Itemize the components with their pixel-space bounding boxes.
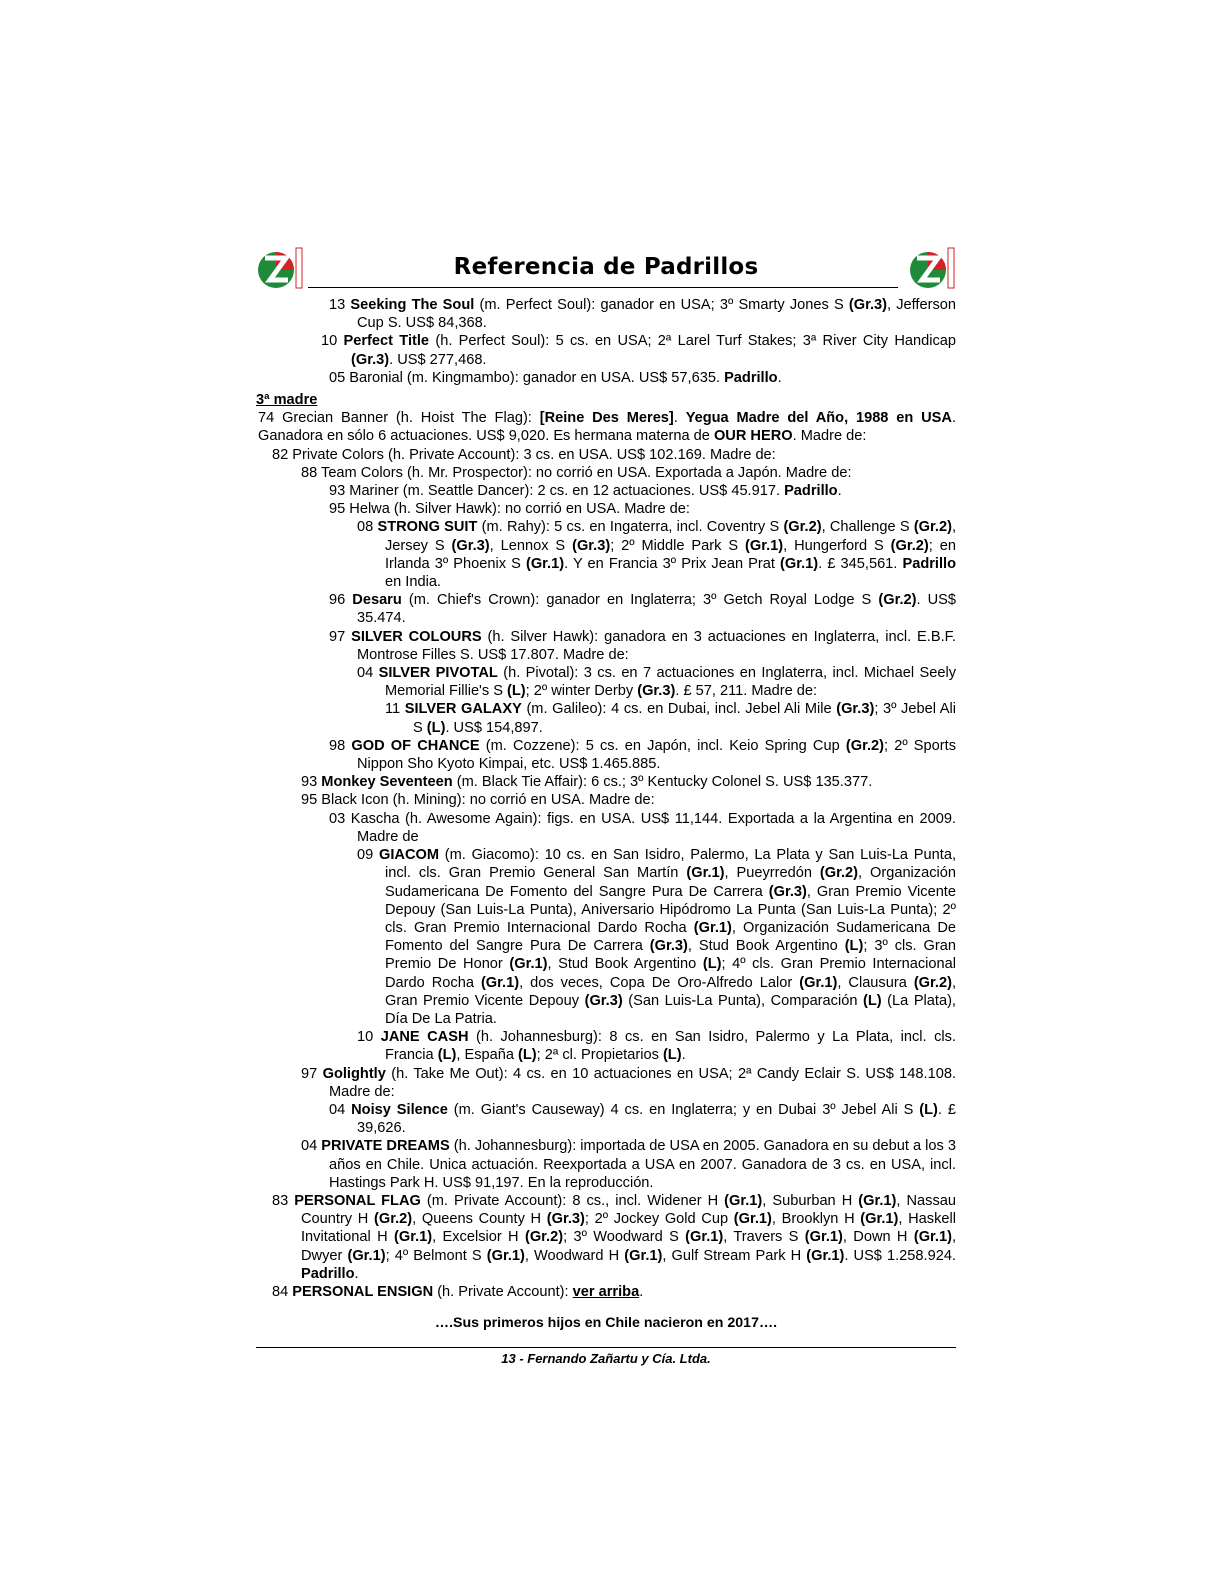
entry-text: . £ 345,561. bbox=[818, 555, 903, 572]
entry-text: ; 2º winter Derby bbox=[525, 683, 638, 700]
bold-text: (L) bbox=[844, 938, 864, 955]
zanartu-logo-icon bbox=[908, 244, 956, 292]
pedigree-entry bbox=[256, 791, 956, 809]
entry-text: . US$ 277,468. bbox=[389, 351, 487, 368]
entry-text: ; 3º Woodward S bbox=[563, 1229, 686, 1246]
entry-text: ; 3º Jebel Ali S bbox=[413, 701, 956, 736]
bold-text: (Gr.1) bbox=[806, 1247, 845, 1264]
pedigree-entry bbox=[256, 332, 956, 368]
entry-text: . Y en Francia 3º Prix Jean Prat bbox=[564, 555, 781, 572]
bold-text: (Gr.2) bbox=[524, 1229, 564, 1246]
entry-text: , Brooklyn H bbox=[771, 1211, 861, 1228]
bold-text: (Gr.1) bbox=[780, 555, 819, 572]
bold-text: (Gr.2) bbox=[890, 537, 929, 554]
bold-text: (L) bbox=[702, 956, 722, 973]
entry-text: (h. Silver Hawk): ganadora en 3 actuaciones en Inglaterra, incl. E.B.F. Montrose Filles S. US$ 17.807. Madre de: bbox=[357, 628, 956, 663]
bold-text: SILVER COLOURS bbox=[351, 628, 482, 645]
entry-text: , Down H bbox=[842, 1229, 914, 1246]
bold-text: (L) bbox=[507, 683, 526, 700]
bold-text: Padrillo bbox=[724, 369, 778, 386]
bold-text: (Gr.3) bbox=[768, 883, 807, 900]
entry-text: , Dwyer bbox=[301, 1229, 957, 1264]
pedigree-content bbox=[256, 296, 956, 1301]
entry-text: ; 2º Sports Nippon Sho Kyoto Kimpai, etc. US$ 1.465.885. bbox=[357, 737, 956, 773]
entry-text: . bbox=[639, 1283, 644, 1300]
page-title: Referencia de Padrillos bbox=[453, 254, 759, 280]
bold-text: GIACOM bbox=[379, 847, 439, 864]
bold-text: (Gr.3) bbox=[451, 537, 490, 554]
entry-text: , Jefferson Cup S. US$ 84,368. bbox=[357, 297, 956, 332]
bold-text: (Gr.3) bbox=[836, 701, 875, 718]
bold-text: PERSONAL FLAG bbox=[294, 1192, 421, 1209]
bold-text: (L) bbox=[437, 1047, 457, 1064]
bold-text: (L) bbox=[426, 719, 446, 736]
bold-text: (L) bbox=[662, 1047, 682, 1064]
bold-text: (Gr.1) bbox=[693, 919, 732, 936]
bold-text: (L) bbox=[919, 1101, 938, 1118]
pedigree-entry bbox=[256, 446, 956, 464]
bold-text: (Gr.1) bbox=[913, 1229, 952, 1246]
entry-text: 04 bbox=[329, 1101, 352, 1118]
entry-text: 93 Mariner (m. Seattle Dancer): 2 cs. en 12 actuaciones. US$ 45.917. bbox=[329, 483, 785, 500]
bold-text: (Gr.1) bbox=[860, 1211, 899, 1228]
entry-text: , España bbox=[456, 1047, 519, 1064]
bold-text: STRONG SUIT bbox=[377, 519, 478, 536]
pedigree-entry bbox=[256, 296, 956, 332]
entry-text: ; 2º Jockey Gold Cup bbox=[584, 1211, 734, 1228]
entry-text: . bbox=[681, 1047, 686, 1064]
bold-text: (Gr.2) bbox=[878, 592, 917, 609]
entry-text: en India. bbox=[385, 574, 441, 591]
entry-text: 82 Private Colors (h. Private Account): 3 cs. en USA. US$ 102.169. Madre de: bbox=[272, 446, 776, 463]
entry-text: 08 bbox=[357, 519, 378, 536]
pedigree-entry bbox=[256, 700, 956, 736]
entry-text: 84 bbox=[272, 1283, 293, 1300]
bold-text: (Gr.3) bbox=[584, 992, 623, 1009]
bold-text: (L) bbox=[518, 1047, 537, 1064]
bold-text: OUR HERO bbox=[713, 428, 793, 445]
bold-text: (Gr.1) bbox=[745, 537, 784, 554]
bold-text: (Gr.1) bbox=[624, 1247, 663, 1264]
entry-text: 03 Kascha (h. Awesome Again): figs. en USA. US$ 11,144. Exportada a la Argentina en 2009. Madre de bbox=[329, 810, 956, 845]
bold-text: GOD OF CHANCE bbox=[351, 737, 480, 754]
bold-text: (Gr.1) bbox=[509, 956, 548, 973]
entry-text: 97 bbox=[301, 1065, 323, 1082]
bold-text: (L) bbox=[862, 992, 882, 1009]
pedigree-entry bbox=[256, 1192, 956, 1283]
bold-text: (Gr.2) bbox=[845, 737, 884, 754]
bold-text: (Gr.3) bbox=[649, 938, 688, 955]
entry-text: ; 3º cls. Gran Premio De Honor bbox=[385, 938, 957, 973]
bold-text: (Gr.1) bbox=[858, 1192, 897, 1209]
page-footer: 13 - Fernando Zañartu y Cía. Ltda. bbox=[501, 1351, 711, 1367]
bold-text: Monkey Seventeen bbox=[321, 774, 453, 791]
bold-text: (Gr.3) bbox=[572, 537, 611, 554]
entry-text: . £ 39,626. bbox=[357, 1101, 956, 1137]
pedigree-entry bbox=[256, 1283, 956, 1301]
pedigree-entry bbox=[256, 369, 956, 387]
pedigree-entry bbox=[256, 737, 956, 773]
bold-text: (Gr.1) bbox=[480, 974, 520, 991]
pedigree-entry bbox=[256, 482, 956, 500]
entry-text: , Queens County H bbox=[412, 1211, 547, 1228]
entry-text: , Gran Premio Vicente Depouy bbox=[385, 974, 956, 1009]
bold-text: Padrillo bbox=[902, 555, 956, 572]
entry-text: . US$ 1.258.924. bbox=[844, 1247, 956, 1264]
entry-text: (m. Cozzene): 5 cs. en Japón, incl. Keio Spring Cup bbox=[479, 737, 846, 754]
bold-text: Perfect Title bbox=[343, 333, 430, 350]
bold-text: PERSONAL ENSIGN bbox=[292, 1283, 434, 1300]
entry-text: , Hungerford S bbox=[783, 537, 891, 554]
bold-text: Noisy Silence bbox=[351, 1101, 448, 1118]
entry-text: 97 bbox=[329, 628, 352, 645]
bold-text: Golightly bbox=[322, 1065, 386, 1082]
entry-text: 98 bbox=[329, 737, 352, 754]
bold-text: (Gr.2) bbox=[913, 519, 952, 536]
entry-text: 74 Grecian Banner (h. Hoist The Flag): bbox=[258, 410, 540, 427]
entry-text: 10 bbox=[357, 1029, 381, 1046]
bold-text: PRIVATE DREAMS bbox=[321, 1138, 450, 1155]
entry-text: . Ganadora en sólo 6 actuaciones. US$ 9,020. Es hermana materna de bbox=[258, 410, 957, 445]
entry-text: (m. Private Account): 8 cs., incl. Widener H bbox=[420, 1192, 725, 1209]
bold-text: (Gr.2) bbox=[913, 974, 952, 991]
bold-text: (Gr.1) bbox=[799, 974, 838, 991]
bold-text: (Gr.3) bbox=[848, 297, 887, 313]
bold-text: (Gr.3) bbox=[351, 351, 390, 368]
pedigree-entry bbox=[256, 518, 956, 591]
bold-text: Seeking The Soul bbox=[350, 297, 475, 313]
entry-text: , Excelsior H bbox=[432, 1229, 525, 1246]
entry-text: (m. Giant's Causeway) 4 cs. en Inglaterra; y en Dubai 3º Jebel Ali S bbox=[447, 1101, 920, 1118]
entry-text: . bbox=[354, 1265, 359, 1282]
entry-text: ; 4º Belmont S bbox=[385, 1247, 487, 1264]
header-rule bbox=[308, 287, 898, 288]
bold-text: JANE CASH bbox=[380, 1029, 469, 1046]
bold-text: (Gr.2) bbox=[783, 519, 822, 536]
entry-text: ; en Irlanda 3º Phoenix S bbox=[385, 537, 956, 572]
bold-text: (Gr.2) bbox=[819, 865, 858, 882]
pedigree-entry bbox=[256, 628, 956, 664]
entry-text: , Gran Premio Vicente Depouy (San Luis-La Punta), Aniversario Hipódromo La Punta (San Luis-La Punta); 2º cls. Gran Premio Internacional Dardo Rocha bbox=[385, 883, 956, 936]
entry-text: ; 4º cls. Gran Premio Internacional Dardo Rocha bbox=[385, 956, 956, 991]
entry-text: (La Plata), Día De La Patria. bbox=[385, 992, 956, 1027]
bold-text: (Gr.1) bbox=[686, 865, 725, 882]
pedigree-entry bbox=[256, 773, 956, 791]
entry-text: 10 bbox=[321, 333, 344, 350]
entry-text: ; 2º Middle Park S bbox=[610, 537, 745, 554]
entry-text: (h. Take Me Out): 4 cs. en 10 actuaciones en USA; 2ª Candy Eclair S. US$ 148.108. Madre de: bbox=[329, 1065, 956, 1100]
pedigree-entry bbox=[256, 464, 956, 482]
entry-text: . £ 57, 211. Madre de: bbox=[675, 683, 818, 700]
entry-text: , Lennox S bbox=[489, 537, 573, 554]
entry-text: 11 bbox=[385, 701, 405, 718]
bold-text: Padrillo bbox=[301, 1265, 355, 1282]
entry-text: , Stud Book Argentino bbox=[687, 938, 845, 955]
bold-text: (Gr.2) bbox=[373, 1211, 413, 1228]
entry-text: , Organización Sudamericana De Fomento del Sangre Pura De Carrera bbox=[385, 865, 956, 900]
pedigree-entry bbox=[256, 1137, 956, 1192]
bold-text: (Gr.1) bbox=[347, 1247, 386, 1264]
closing-note: ….Sus primeros hijos en Chile nacieron en 2017…. bbox=[434, 1315, 778, 1332]
page bbox=[256, 244, 956, 1366]
entry-text: , Pueyrredón bbox=[724, 865, 820, 882]
entry-text: (h. Perfect Soul): 5 cs. en USA; 2ª Larel Turf Stakes; 3ª River City Handicap bbox=[429, 333, 956, 350]
pedigree-entry bbox=[256, 1101, 956, 1137]
bold-text: (Gr.3) bbox=[546, 1211, 585, 1228]
entry-text: 09 bbox=[357, 847, 379, 864]
bold-text: Desaru bbox=[352, 592, 402, 609]
entry-text: . bbox=[837, 483, 842, 500]
entry-text: 04 bbox=[357, 665, 379, 682]
entry-text: (h. Pivotal): 3 cs. en 7 actuaciones en Inglaterra, incl. Michael Seely Memorial Fillie's S bbox=[385, 665, 957, 700]
entry-text: , Challenge S bbox=[821, 519, 914, 536]
entry-text: (m. Chief's Crown): ganador en Inglaterra; 3º Getch Royal Lodge S bbox=[401, 592, 879, 609]
entry-text: (h. Johannesburg): 8 cs. en San Isidro, Palermo y La Plata, incl. cls. Francia bbox=[385, 1029, 956, 1064]
entry-text: , Nassau Country H bbox=[301, 1192, 956, 1228]
bold-text: Yegua Madre del Año, 1988 en USA bbox=[685, 410, 952, 427]
entry-text: , Gulf Stream Park H bbox=[662, 1247, 807, 1264]
bold-text: SILVER PIVOTAL bbox=[378, 665, 498, 682]
bold-text: (Gr.1) bbox=[804, 1229, 843, 1246]
pedigree-entry bbox=[256, 1065, 956, 1101]
pedigree-entry bbox=[256, 810, 956, 846]
page-header bbox=[256, 244, 956, 296]
entry-text: , Travers S bbox=[723, 1229, 805, 1246]
entry-text: , Woodward H bbox=[524, 1247, 625, 1264]
entry-text: (San Luis-La Punta), Comparación bbox=[622, 992, 863, 1009]
entry-text: 13 bbox=[329, 297, 351, 313]
entry-text: , dos veces, Copa De Oro-Alfredo Lalor bbox=[519, 974, 800, 991]
entry-text: . bbox=[673, 410, 686, 427]
bold-text: SILVER GALAXY bbox=[404, 701, 522, 718]
pedigree-entry bbox=[256, 1028, 956, 1064]
entry-text: , Clausura bbox=[837, 974, 914, 991]
entry-text: (h. Private Account): bbox=[433, 1283, 573, 1300]
pedigree-entry bbox=[256, 409, 956, 445]
entry-text: ; 2ª cl. Propietarios bbox=[536, 1047, 663, 1064]
entry-text: (m. Giacomo): 10 cs. en San Isidro, Palermo, La Plata y San Luis-La Punta, incl. cls. Gran Premio General San Martín bbox=[385, 847, 956, 882]
entry-text: 83 bbox=[272, 1192, 295, 1209]
entry-text: (m. Galileo): 4 cs. en Dubai, incl. Jebel Ali Mile bbox=[521, 701, 837, 718]
entry-text: , Suburban H bbox=[762, 1192, 859, 1209]
pedigree-entry bbox=[256, 500, 956, 518]
entry-text: 95 Helwa (h. Silver Hawk): no corrió en USA. Madre de: bbox=[329, 501, 690, 518]
entry-text: 05 Baronial (m. Kingmambo): ganador en USA. US$ 57,635. bbox=[329, 369, 725, 386]
entry-text: . US$ 154,897. bbox=[445, 719, 543, 736]
entry-text: , Organización Sudamericana De Fomento del Sangre Pura De Carrera bbox=[385, 919, 956, 955]
bold-text: [Reine Des Meres] bbox=[539, 410, 674, 427]
entry-text: (m. Rahy): 5 cs. en Ingaterra, incl. Coventry S bbox=[477, 519, 784, 536]
entry-text: (m. Black Tie Affair): 6 cs.; 3º Kentucky Colonel S. US$ 135.377. bbox=[452, 774, 873, 791]
entry-text: 04 bbox=[301, 1138, 322, 1155]
bold-text: (Gr.1) bbox=[525, 555, 565, 572]
entry-text: (m. Perfect Soul): ganador en USA; 3º Smarty Jones S bbox=[474, 297, 849, 313]
pedigree-entry bbox=[256, 664, 956, 700]
section-heading: 3ª madre bbox=[256, 392, 318, 409]
entry-text: 95 Black Icon (h. Mining): no corrió en USA. Madre de: bbox=[301, 792, 655, 809]
entry-text: 96 bbox=[329, 592, 353, 609]
entry-text: . Madre de: bbox=[792, 428, 867, 445]
bold-text: (Gr.1) bbox=[733, 1211, 772, 1228]
entry-text: 93 bbox=[301, 774, 322, 791]
bold-text: (Gr.1) bbox=[685, 1229, 724, 1246]
entry-text: 88 Team Colors (h. Mr. Prospector): no corrió en USA. Exportada a Japón. Madre de: bbox=[301, 464, 852, 481]
cross-reference-link[interactable]: ver arriba bbox=[572, 1283, 640, 1300]
bold-text: Padrillo bbox=[784, 483, 838, 500]
bold-text: (Gr.1) bbox=[724, 1192, 763, 1209]
bold-text: (Gr.1) bbox=[486, 1247, 525, 1264]
pedigree-entry bbox=[256, 591, 956, 627]
entry-text: , Haskell Invitational H bbox=[301, 1211, 956, 1246]
entry-text: (h. Johannesburg): importada de USA en 2005. Ganadora en su debut a los 3 años en Chile. Unica actuación. Reexportada a USA en 2007. Ganadora de 3 cs. en USA, incl. Hastings Park H. US$ 91,197. En la reproducción. bbox=[329, 1138, 956, 1191]
entry-text: , Jersey S bbox=[385, 519, 956, 554]
bold-text: (Gr.3) bbox=[637, 683, 676, 700]
entry-text: . bbox=[777, 369, 782, 386]
entry-text: . US$ 35.474. bbox=[357, 592, 956, 627]
entry-text: , Stud Book Argentino bbox=[547, 956, 703, 973]
pedigree-entry bbox=[256, 846, 956, 1028]
bold-text: (Gr.1) bbox=[394, 1229, 433, 1246]
footer-rule bbox=[256, 1347, 956, 1348]
